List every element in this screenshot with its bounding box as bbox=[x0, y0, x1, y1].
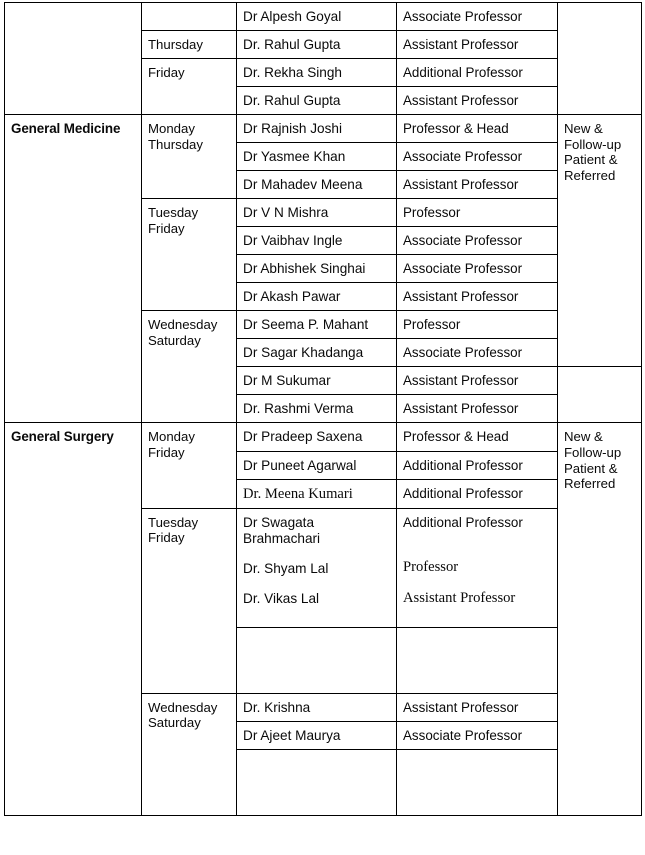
cell-designation-blank bbox=[397, 627, 558, 693]
spacer bbox=[243, 547, 390, 561]
spacer bbox=[403, 607, 551, 621]
cell-doctor-name bbox=[237, 479, 397, 508]
spacer bbox=[243, 577, 390, 591]
cell-designation: Associate Professor bbox=[397, 227, 558, 255]
spacer bbox=[403, 576, 551, 590]
cell-doctor-name-blank bbox=[237, 749, 397, 815]
cell-doctor-name: Dr Rajnish Joshi bbox=[237, 115, 397, 143]
opd-schedule-table bbox=[4, 2, 642, 816]
days-line: Tuesday bbox=[148, 205, 199, 221]
cell-designation: Professor bbox=[397, 199, 558, 227]
cell-doctor-name: Dr Vaibhav Ingle bbox=[237, 227, 397, 255]
cell-department-general-medicine: General Medicine bbox=[5, 115, 142, 423]
doctor-name-line: Dr. Vikas Lal bbox=[243, 591, 320, 607]
days-line: Saturday bbox=[148, 332, 201, 348]
spacer bbox=[403, 531, 551, 545]
patient-type-line: Referred bbox=[564, 476, 616, 492]
days-line: Saturday bbox=[148, 715, 201, 731]
cell-designation: Assistant Professor bbox=[397, 367, 558, 395]
cell-days bbox=[142, 693, 237, 815]
cell-doctor-name: Dr. Rekha Singh bbox=[237, 59, 397, 87]
cell-doctor-name: Dr Mahadev Meena bbox=[237, 171, 397, 199]
cell-doctor-name: Dr. Rahul Gupta bbox=[237, 31, 397, 59]
cell-designation: Professor & Head bbox=[397, 115, 558, 143]
cell-doctor-name: Dr Ajeet Maurya bbox=[237, 721, 397, 749]
days-line: Wednesday bbox=[148, 317, 218, 333]
days-line: Friday bbox=[148, 530, 185, 546]
cell-doctor-name: Dr V N Mishra bbox=[237, 199, 397, 227]
cell-designation: Associate Professor bbox=[397, 721, 558, 749]
cell-department-continued bbox=[5, 3, 142, 115]
cell-designation: Professor & Head bbox=[397, 423, 558, 451]
cell-days bbox=[142, 423, 237, 508]
doctor-name-serif: Dr. Meena Kumari bbox=[243, 485, 353, 502]
cell-doctor-name: Dr Akash Pawar bbox=[237, 283, 397, 311]
cell-doctor-name: Dr Yasmee Khan bbox=[237, 143, 397, 171]
cell-designation: Assistant Professor bbox=[397, 171, 558, 199]
cell-days: Friday bbox=[142, 59, 237, 115]
cell-days bbox=[142, 199, 237, 311]
days-line: Thursday bbox=[148, 136, 203, 152]
patient-type-line: Follow-up bbox=[564, 445, 622, 461]
days-line: Wednesday bbox=[148, 699, 218, 715]
patient-type-line: Patient & bbox=[564, 152, 618, 168]
designation-line: Assistant Professor bbox=[403, 589, 516, 606]
cell-designation: Assistant Professor bbox=[397, 395, 558, 423]
table-row bbox=[5, 115, 642, 143]
cell-patient-type bbox=[558, 3, 642, 115]
cell-designations-merged bbox=[397, 508, 558, 627]
cell-designation: Additional Professor bbox=[397, 451, 558, 479]
designation-line: Additional Professor bbox=[403, 514, 523, 530]
cell-designation: Associate Professor bbox=[397, 255, 558, 283]
cell-designation: Assistant Professor bbox=[397, 693, 558, 721]
patient-type-line: Referred bbox=[564, 167, 616, 183]
cell-designation: Associate Professor bbox=[397, 143, 558, 171]
cell-doctor-names-merged bbox=[237, 508, 397, 627]
doctor-name-line: Dr Swagata Brahmachari bbox=[243, 514, 321, 546]
cell-doctor-name: Dr. Rashmi Verma bbox=[237, 395, 397, 423]
patient-type-line: Patient & bbox=[564, 460, 618, 476]
cell-doctor-name-blank bbox=[237, 627, 397, 693]
cell-days: Thursday bbox=[142, 31, 237, 59]
table-row bbox=[5, 3, 642, 31]
cell-days bbox=[142, 508, 237, 693]
cell-doctor-name: Dr Abhishek Singhai bbox=[237, 255, 397, 283]
doctor-name-line: Dr. Shyam Lal bbox=[243, 561, 329, 577]
cell-designation: Professor bbox=[397, 311, 558, 339]
cell-days bbox=[142, 115, 237, 199]
cell-designation: Associate Professor bbox=[397, 3, 558, 31]
cell-designation: Associate Professor bbox=[397, 339, 558, 367]
days-line: Monday bbox=[148, 429, 195, 445]
cell-doctor-name: Dr M Sukumar bbox=[237, 367, 397, 395]
cell-doctor-name: Dr Pradeep Saxena bbox=[237, 423, 397, 451]
days-line: Friday bbox=[148, 445, 185, 461]
designation-line: Professor bbox=[403, 558, 459, 575]
cell-patient-type bbox=[558, 115, 642, 367]
patient-type-line: New & bbox=[564, 121, 603, 137]
cell-days bbox=[142, 3, 237, 31]
cell-patient-type bbox=[558, 423, 642, 815]
cell-department-general-surgery: General Surgery bbox=[5, 423, 142, 815]
cell-designation-blank bbox=[397, 749, 558, 815]
cell-designation: Assistant Professor bbox=[397, 87, 558, 115]
cell-doctor-name: Dr Seema P. Mahant bbox=[237, 311, 397, 339]
days-line: Tuesday bbox=[148, 514, 199, 530]
cell-doctor-name: Dr Alpesh Goyal bbox=[237, 3, 397, 31]
patient-type-line: New & bbox=[564, 429, 603, 445]
table-row bbox=[5, 423, 642, 451]
cell-doctor-name: Dr. Krishna bbox=[237, 693, 397, 721]
cell-designation: Assistant Professor bbox=[397, 31, 558, 59]
cell-designation: Assistant Professor bbox=[397, 283, 558, 311]
cell-designation: Additional Professor bbox=[397, 479, 558, 508]
cell-days bbox=[142, 311, 237, 423]
cell-designation: Additional Professor bbox=[397, 59, 558, 87]
patient-type-line: Follow-up bbox=[564, 136, 622, 152]
cell-patient-type-blank bbox=[558, 367, 642, 423]
days-line: Friday bbox=[148, 220, 185, 236]
cell-doctor-name: Dr Sagar Khadanga bbox=[237, 339, 397, 367]
days-line: Monday bbox=[148, 121, 195, 137]
spacer bbox=[403, 545, 551, 559]
cell-doctor-name: Dr Puneet Agarwal bbox=[237, 451, 397, 479]
spacer bbox=[243, 607, 390, 621]
cell-doctor-name: Dr. Rahul Gupta bbox=[237, 87, 397, 115]
